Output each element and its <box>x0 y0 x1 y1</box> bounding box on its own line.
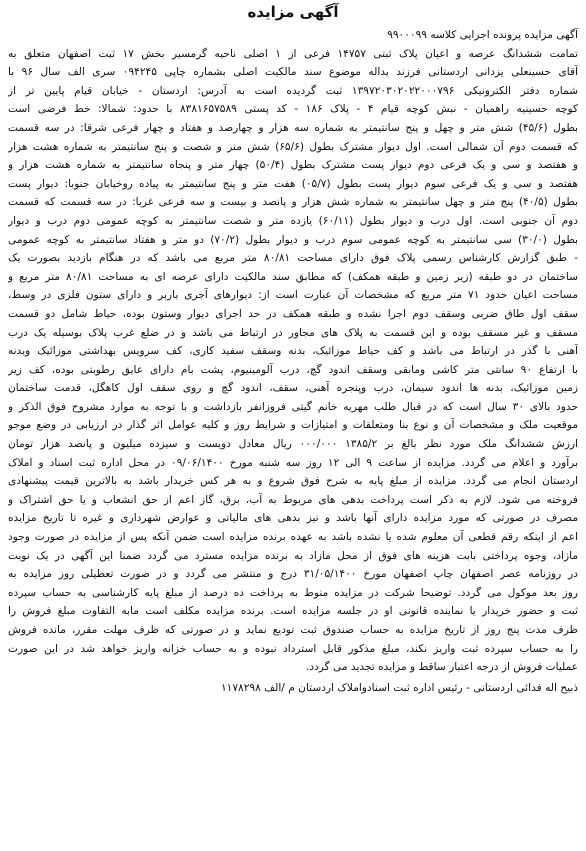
notice-body-line: مسقف و غیر مسقف بوده و این قسمت به پلاک های مجاور در ارتباط می باشد و در ضلع غرب پلاک بوسیله یک درب <box>8 326 578 339</box>
notice-body-line: عملیات فروش از درجه اعتبار ساقط و مزایده تجدید می گردد. <box>305 661 578 674</box>
notice-body-line: در روزنامه عصر اصفهان چاپ اصفهان مورخ ۳۱/۰۵/۱۴۰۰ درج و منتشر می گردد و در صورت تعطیلی روز مزایده به <box>8 568 578 581</box>
notice-body-line: آقای حسینعلی یزدانی اردستانی فرزند یداله موضوع سند مالکیت اصلی بشماره چاپی ۰۹۴۲۴۵ سری الف سال ۹۶ با <box>8 66 578 79</box>
notice-body-line: مساحت اعیان حدود ۷۱ متر مربع که مشخصات آن عبارت است از: دیوارهای آجری باربر و دارای ستون فلزی در وسط، <box>8 289 578 302</box>
notice-title: آگهی مزایده <box>247 3 339 21</box>
notice-body-line: شماره دفتر الکترونیکی ۱۳۹۷۲۰۳۰۲۰۲۲۰۰۰۷۹۶ ثبت گردیده است به آدرس: اردستان - خیابان قیام پایین تر از <box>8 84 578 97</box>
notice-body-line: ارزش ششدانگ ملک مورد نظر بالغ بر ۱۳۸۵/۲ ۰۰۰/۰۰۰ ریال معادل دویست و سیزده میلیون و پانصد هزار تومان <box>8 438 578 451</box>
notice-body <box>8 45 578 677</box>
notice-body-line: بطول (۴۵/۶) شش متر و چهل و پنج سانتیمتر به شماره سه هزار و چهارصد و هفتاد و چهار فرعی شرقا: در سه قسمت <box>8 121 578 134</box>
notice-body-line: را به حساب سپرده ثبت واریز نکند، مبلغ مذکور قابل استرداد نبوده و به حساب خزانه واریز خواهد شد در این صورت <box>8 642 578 655</box>
notice-body-line: ساختمان در دو طبقه (زیر زمین و طبقه همکف) که مطابق سند مالکیت دارای عرصه ای به مساحت ۸۰/۸۱ متر مربع و <box>8 270 578 283</box>
notice-body-line: مازاد، وجوه پرداختی بابت هزینه های فوق از محل مازاد به برنده مزایده مسترد می گردد ضمنا این آگهی در یک نوبت <box>8 549 578 562</box>
notice-body-line: فروخته می شود. لازم به ذکر است پرداخت بدهی های مربوط به آب، برق، گاز اعم از حق انشعاب و یا حق اشتراک و <box>8 493 578 506</box>
notice-body-line: ثبت و حضور خریدار یا نماینده قانونی او در جلسه مزایده است. برنده مزایده مکلف است مابه التفاوت مبلغ فروش را <box>8 605 578 618</box>
notice-body-line: بطول (۴۰/۵) پنج متر و چهل سانتیمتر به شماره شش هزار و پانصد و بیست و سه فرعی غربا: در سه قسمت که قسمت <box>8 196 578 209</box>
notice-body-line: که قسمت دوم آن شمالی است. اول دیوار مشترک بطول (۶۵/۶) شش متر و شصت و پنج سانتیمتر به شماره هشت هزار <box>8 140 578 153</box>
signature-line: ذبیح اله فدائی اردستانی - رئیس اداره ثبت اسنادواملاک اردستان م /الف ۱۱۷۸۲۹۸ <box>220 681 578 694</box>
notice-body-line: با ارتفاع ۹۰ سانتی متر کاشی ومابقی وسقف اندود گچ، درب آلومینیوم، پشت بام دارای عایق رطوبتی بوده، کف زیر <box>8 363 578 376</box>
notice-body-line: دوم آن جنوبی است. اول درب و دیوار بطول (۶۰/۱۱) یازده متر و شصت سانتیمتر به کوچه عمومی دوم درب و دیوار <box>8 214 578 227</box>
notice-body-line: روز بعد موکول می گردد. توضیحا شرکت در مزایده منوط به پرداخت ده درصد از مبلغ پایه کارشناسی به حساب سپرده <box>8 586 578 599</box>
notice-body-line: سقف اول طاق ضربی وسقف دوم اجرا نشده و طبقه همکف در حد اجرای دیوار وستون بوده، حیاط شامل دو قسمت <box>8 307 578 320</box>
notice-body-line: ظرف مدت پنج روز از تاریخ مزایده به حساب صندوق ثبت تودیع نماید و در صورتی که ظرف مهلت مقرر، مانده فروش <box>8 624 578 636</box>
notice-body-line: هفتصد و سی و یک فرعی سوم دیوار پست بطول (۰۵/۷) هفت متر و پنج سانتیمتر به پیاده روخیابان جنوبا: دیوار پست <box>8 177 578 190</box>
notice-body-line: برآورد و اعلام می گردد. مزایده از ساعت ۹ الی ۱۲ روز سه شنبه مورخ ۰۹/۰۶/۱۴۰۰ در محل اداره ثبت اسناد و املاک <box>8 456 578 469</box>
notice-body-line: اردستان انجام می گردد. مزایده از مبلغ پایه به شرح فوق شروع و به هر کس خریدار باشد به بالاترین قیمت پیشنهادی <box>8 475 578 488</box>
notice-body-line: تمامت ششدانگ عرصه و اعیان پلاک ثبتی ۱۴۷۵۷ فرعی از ۱ اصلی ناحیه گرمسیر بخش ۱۷ ثبت اصفهان متعلق به <box>8 47 578 60</box>
notice-body-line: و هفتصد و سی و یک فرعی دوم دیوار پست مشترک بطول (۵۰/۴) چهار متر و پنجاه سانتیمتر به شماره هشت هزار و <box>8 159 578 172</box>
notice-body-line: مصرف در صورتی که مورد مزایده دارای آنها باشد و نیز بدهی های مالیاتی و عوارض شهرداری و غیره تا تاریخ مزایده <box>8 512 578 525</box>
notice-body-line: کوچه حسینیه راهمیان - نبش کوچه قیام ۴ - پلاک ۱۸۶ - کد پستی ۸۳۸۱۶۵۷۵۸۹ با حدود: شمالا: خط فرضی است <box>8 103 578 116</box>
case-reference: آگهی مزایده پرونده اجرایی کلاسه ۹۹۰۰۰۹۹ <box>387 29 578 41</box>
notice-body-line: موقعیت ملک و مشخصات آن و نوع بنا ومتعلقات و امتیازات و شرایط روز و کلیه عوامل اثر گذار در ارزیابی در وضع موجو <box>8 419 578 432</box>
notice-body-line: بطول (۳۰/۰) سی سانتیمتر به کوچه عمومی سوم درب و دیوار بطول (۷۰/۲) دو متر و هفتاد سانتیمتر به کوچه عمومی <box>8 233 578 246</box>
notice-body-line: زمین موزائیک، بدنه ها اندود سیمان، درب وپنجره آهنی، سقف، اندود گچ و روی سقف اول کاهگل، قدمت ساختمان <box>8 382 578 395</box>
notice-body-line: اعم از اینکه رقم قطعی آن معلوم شده یا نشده باشد به عهده برنده مزایده است ضمن آنکه پس از مزایده در صورت وجود <box>8 531 578 544</box>
notice-body-line: حدود بالای ۳۰ سال است که در قبال طلب مهریه خانم گیتی فروزانفر بازداشت و با توجه به موارد مشروح فوق الذکر و <box>8 400 578 413</box>
notice-body-line: آهنی با گذر در ارتباط می باشد و کف حیاط موزائیک، بدنه وسقف سفید کاری، کف سرویس بهداشتی موزائیک وبدنه <box>8 345 578 358</box>
notice-body-line: - طبق گزارش کارشناس رسمی پلاک فوق دارای مساحت ۸۰/۸۱ متر مربع می باشد که در هنگام بازدید بصورت یک <box>8 252 578 265</box>
